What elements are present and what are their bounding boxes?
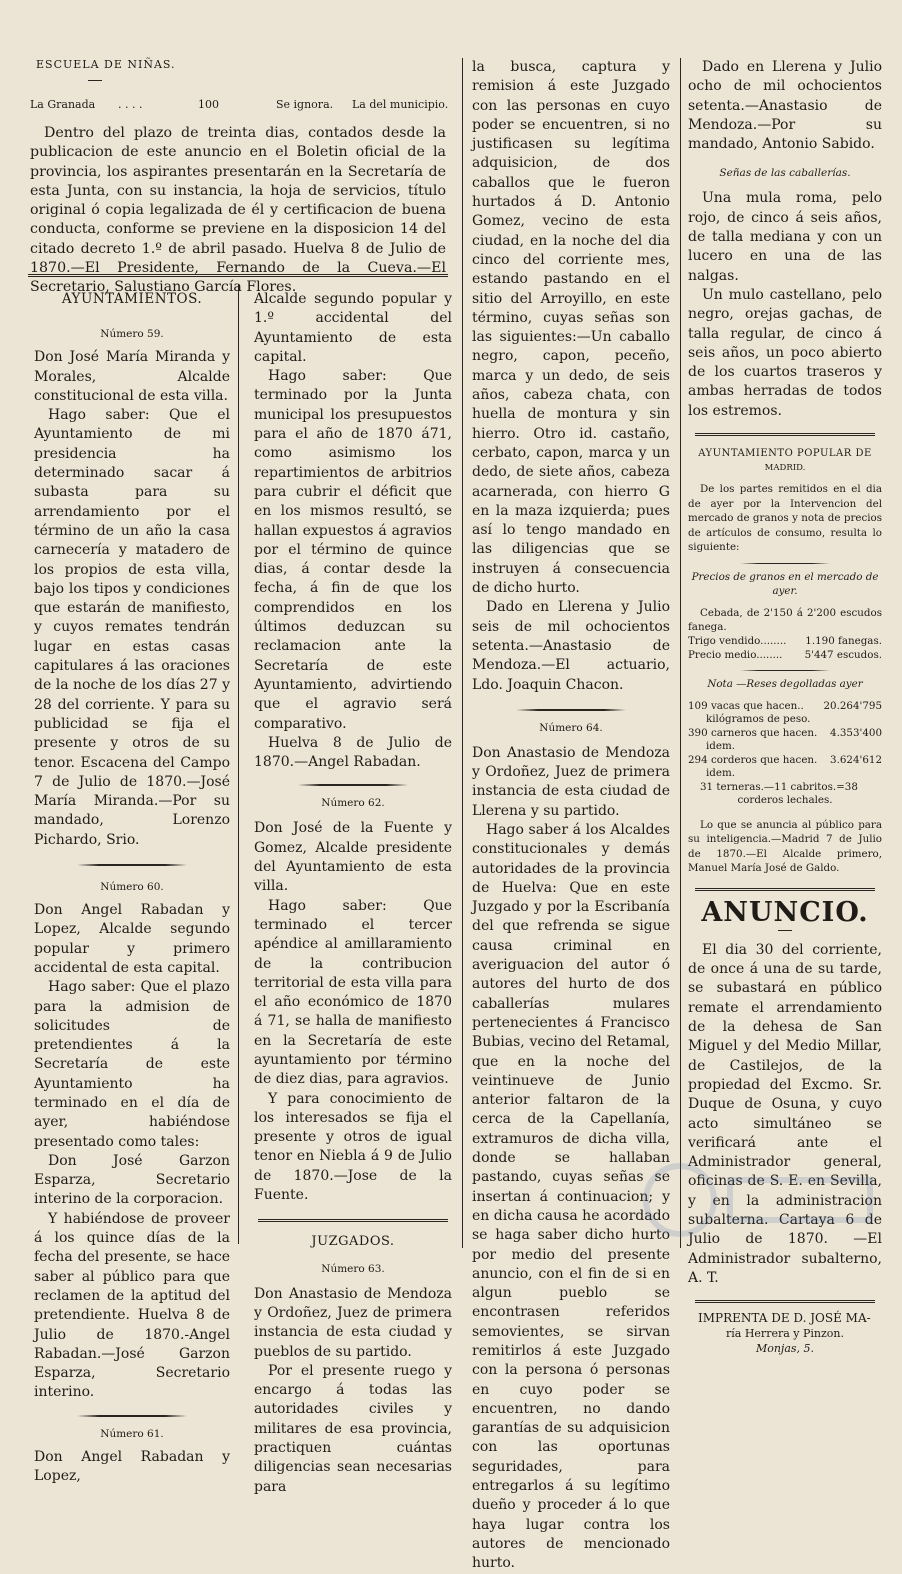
madrid-title: AYUNTAMIENTO POPULAR DE bbox=[698, 448, 872, 460]
divider-madrid bbox=[695, 433, 875, 436]
school-place: La Granada bbox=[30, 98, 96, 111]
res-qty: 390 bbox=[688, 726, 708, 739]
senas-1: Una mula roma, pelo rojo, de cinco á seis años, de talla mediana y con un lucero en una de las nalgas. bbox=[688, 190, 882, 284]
number-60: Número 60. bbox=[100, 881, 164, 894]
res-desc: vacas que hacen.. bbox=[710, 699, 804, 712]
column-1 bbox=[34, 290, 230, 1485]
n61-opening: Don Angel Rabadan y Lopez, bbox=[34, 1448, 230, 1485]
library-stamp-mark bbox=[640, 1150, 880, 1250]
n62-body-2: Y para conocimiento de los interesados se fija el presente y otros de igual tenor en Niebla á 9 de Julio de 1870.—Jose de la Fuente. bbox=[254, 1090, 452, 1204]
n59-opening: Don José María Miranda y Morales, Alcalde constitucional de esta villa. bbox=[34, 349, 230, 404]
number-59: Número 59. bbox=[100, 328, 164, 341]
top-rule bbox=[28, 274, 448, 277]
col-divider-1 bbox=[238, 284, 239, 1244]
madrid-subtitle: MADRID. bbox=[764, 463, 806, 474]
divider-61 bbox=[298, 784, 408, 786]
precio-value: 5'447 escudos. bbox=[804, 648, 882, 661]
n59-body: Hago saber: Que el Ayuntamiento de mi presidencia ha determinado sacar á subasta para su arrendamiento por el término de un año la casa carnecería y matadero de los propios de esta villa, bajo los tipos y condiciones que estarán de manifiesto, y cuyos remates tendrán lugar en estas casas capitulares á las oraciones de la noche de los días 27 y 28 del corriente. Y para su publicidad se fija el presente y otros de su tenor. Escacena del Campo 7 de Julio de 1870.—José María Miranda.—Por su mandado, Lorenzo Pichardo, Srio. bbox=[34, 407, 230, 848]
madrid-closing bbox=[688, 818, 882, 876]
anuncio-dash bbox=[778, 930, 792, 931]
reses-list bbox=[688, 700, 882, 808]
res-qty: 31 bbox=[700, 780, 714, 793]
imprenta-line-3: Monjas, 5. bbox=[755, 1342, 815, 1356]
school-heading: ESCUELA DE NIÑAS. bbox=[36, 58, 176, 71]
col-divider-2 bbox=[462, 58, 463, 1248]
section-title-juzgados: JUZGADOS. bbox=[311, 1234, 395, 1250]
divider-nota bbox=[740, 670, 830, 671]
n62-opening: Don José de la Fuente y Gomez, Alcalde presidente del Ayuntamiento de esta villa. bbox=[254, 820, 452, 895]
n60-body-1: Hago saber: Que el plazo para la admision de solicitudes de pretendientes á la Secretaría de este Ayuntamiento ha terminado en el día de ayer, habiéndose presentado como tales: bbox=[34, 979, 230, 1150]
cont61-body: Hago saber: Que terminado por la Junta municipal los presupuestos para el año de 1870 á71, como asimismo los repartimientos de arbitrios para cubrir el déficit que en los mismos resultó, se hallan expuestos á agravios por el término de quince dias, á contar desde la fecha, á fin de que los comprendidos en los últimos deduzcan su reclamacion ante la Secretaría de este Ayuntamiento, advirtiendo que el agravio será comparativo. bbox=[254, 368, 452, 732]
section-title-ayuntamientos: AYUNTAMIENTOS. bbox=[61, 291, 203, 307]
trigo-value: 1.190 fanegas. bbox=[805, 634, 882, 647]
senas-title: Señas de las caballerías. bbox=[719, 167, 851, 180]
n64-body: Hago saber á los Alcaldes constitucionales y demás autoridades de la provincia de Huelva: Que en este Juzgado y por la Escribanía del que refrenda se sigue causa criminal en averiguacion del autor ó autores del hurto de dos caballerías mulares pertenecientes á Francisco Bubias, vecino del Retamal, que en la noche del veintinueve de Junio anterior faltaron de la cerca de la Capellanía, extramuros de dicha villa, donde se hallaban pastando, cuyas señas se insertan á continuacion; y en dicha causa he acordado se haga saber dicho hurto por medio del presente anuncio, con el fin de si en algun pueblo se encontrasen referidos semovientes, se sirvan remitirlos á este Juzgado con la persona ó personas en cuyo poder se encuentren, no dando garantías de su adquisicion con las oportunas seguridades, para entregarlos á su legítimo dueño y proceder á lo que haya lugar contra los autores de mencionado hurto. bbox=[472, 821, 670, 1572]
res-value: 20.264'795 bbox=[823, 699, 882, 712]
cont61-opening: Alcalde segundo popular y 1.º accidental del Ayuntamiento de esta capital. bbox=[254, 291, 452, 365]
trigo-label: Trigo vendido........ bbox=[688, 634, 787, 647]
res-desc: carneros que hacen. bbox=[710, 726, 818, 739]
n60-body-2: Don José Garzon Esparza, Secretario interino de la corporacion. bbox=[34, 1152, 230, 1208]
reses-item bbox=[688, 700, 882, 727]
cont61-sign: Huelva 8 de Julio de 1870.—Angel Rabadan. bbox=[254, 734, 452, 771]
res-sub: kilógramos de peso. bbox=[706, 713, 811, 726]
res-qty: 109 bbox=[688, 699, 708, 712]
n60-body-3: Y habiéndose de proveer á los quince días de la fecha del presente, se hace saber al público para que reclamen de la aptitud del pretendiente. Huelva 8 de Julio de 1870.-Angel Rabadan.—José Garzon Esparza, Secretario interino. bbox=[34, 1210, 230, 1401]
school-source: La del municipio. bbox=[352, 98, 449, 111]
precio-label: Precio medio........ bbox=[688, 648, 783, 661]
divider-imprenta bbox=[695, 1300, 875, 1303]
imprenta-line-1: IMPRENTA DE D. JOSÉ MA- bbox=[698, 1311, 871, 1326]
grains-block bbox=[688, 606, 882, 662]
cebada-line: Cebada, de 2'150 á 2'200 escudos fanega. bbox=[688, 606, 882, 633]
madrid-closing-text: Lo que se anuncia al público para su inteligencia.—Madrid 7 de Julio de 1870.—El Alcalde primero, Manuel María José de Galdo. bbox=[688, 818, 882, 875]
school-heading-dash bbox=[88, 80, 102, 81]
cont63-sign: Dado en Llerena y Julio seis de mil ochocientos setenta.—Anastasio de Mendoza.—El actuario, Ldo. Joaquin Chacon. bbox=[472, 599, 670, 693]
n63-opening: Don Anastasio de Mendoza y Ordoñez, Juez de primera instancia de esta ciudad y pueblos de su partido. bbox=[254, 1285, 452, 1360]
school-dots: . . . . bbox=[118, 98, 143, 111]
n62-body: Hago saber: Que terminado el tercer apéndice al amillaramiento de la contribucion territorial de esta villa para el año económico de 1870 á 71, se halla de manifiesto en la Secretaría de este ayuntamiento por término de diez dias, para agravios. bbox=[254, 897, 452, 1088]
number-64: Número 64. bbox=[539, 721, 603, 734]
number-61: Número 61. bbox=[100, 1427, 164, 1440]
number-62: Número 62. bbox=[321, 797, 385, 810]
res-sub: corderos lechales. bbox=[737, 794, 833, 807]
column-4 bbox=[688, 58, 882, 1356]
nota-title: Nota —Reses degolladas ayer bbox=[707, 677, 863, 690]
cont64-sign: Dado en Llerena y Julio ocho de mil ochocientos setenta.—Anastasio de Mendoza.—Por su mandado, Antonio Sabido. bbox=[688, 59, 882, 153]
column-2 bbox=[254, 290, 452, 1495]
n60-opening: Don Angel Rabadan y Lopez, Alcalde segundo popular y primero accidental de esta capital. bbox=[34, 902, 230, 976]
divider-59 bbox=[77, 864, 187, 866]
anuncio-body: El dia 30 del corriente, de once á una de su tarde, se subastará en público remate el arrendamiento de la dehesa de San Miguel y del Medio Millar, de Castilejos, de la propiedad del Excmo. Sr. Duque de Osuna, y cuyo acto simultáneo se verificará ante el Administrador general, oficinas de S. E. en Sevilla, y en la administracion subalterna. Cartaya 6 de Julio de 1870. —El Administrador subalterno, A. T. bbox=[688, 941, 882, 1286]
res-value: 3.624'612 bbox=[830, 753, 882, 766]
cont63-body: la busca, captura y remision á este Juzgado con las personas en cuyo poder se encuentren, si no justificasen su legítima adquisicion, de dos caballos que le fueron hurtados á D. Antonio Gomez, vecino de esta ciudad, en la noche del dia cinco del corriente mes, estando pastando en el sitio del Arroyillo, en este término, cuyas señas son las siguientes:—Un caballo negro, capon, peceño, marca y un dedo, de seis años, cabeza chata, con huella de montura y sin hierro. Otro id. castaño, cerbato, capon, marca y un dedo, de siete años, cabeza acarnerada, con hierro G en la maza izquierda; pues así lo tengo mandado en las diligencias que se instruyen á consecuencia de dicho hurto. bbox=[472, 59, 670, 597]
school-amount: 100 bbox=[198, 98, 219, 111]
divider-anuncio bbox=[695, 888, 875, 891]
madrid-intro-text: De los partes remitidos en el dia de ayer por la Intervencion del mercado de granos y nota de precios de artículos de consumo, resulta lo siguiente: bbox=[688, 483, 882, 554]
res-sub: idem. bbox=[706, 740, 736, 753]
top-paragraph bbox=[30, 124, 446, 298]
res-desc: terneras.—11 cabritos.=38 bbox=[716, 780, 858, 793]
imprenta-line-2: ría Herrera y Pinzon. bbox=[726, 1327, 844, 1341]
senas-2: Un mulo castellano, pelo negro, orejas gachas, de talla regular, de cinco á seis años, un poco abierto de los cuartos traseros y ambas herradas de todos los estremos. bbox=[688, 286, 882, 419]
top-paragraph-text: Dentro del plazo de treinta dias, contados desde la publicacion de este anuncio en el Boletin oficial de la provincia, los aspirantes presentarán en la Secretaría de esta Junta, con su instancia, la hoja de servicios, título original ó copia legalizada de él y certificacion de buena conducta, conforme se previene en la disposicion 14 del citado decreto 1.º de abril pasado. Huelva 8 de Julio de 1870.—El Presidente, Fernando de la Cueva.—El Secretario, Salustiano García Flores. bbox=[30, 125, 446, 296]
divider-grains bbox=[740, 563, 830, 564]
n63-body: Por el presente ruego y encargo á todas las autoridades civiles y militares de esa provincia, practiquen cuántas diligencias sean necesarias para bbox=[254, 1362, 452, 1495]
reses-item bbox=[688, 781, 882, 808]
madrid-intro bbox=[688, 482, 882, 555]
trigo-row bbox=[688, 634, 882, 648]
res-desc: corderos que hacen. bbox=[710, 753, 818, 766]
res-value: 4.353'400 bbox=[830, 726, 882, 739]
imprenta-block bbox=[688, 1311, 882, 1356]
n64-opening: Don Anastasio de Mendoza y Ordoñez, Juez de primera instancia de esta ciudad de Llerena y su partido. bbox=[472, 744, 670, 819]
school-ignored: Se ignora. bbox=[276, 98, 334, 111]
anuncio-title: ANUNCIO. bbox=[701, 896, 869, 928]
grains-title: Precios de granos en el mercado de ayer. bbox=[691, 570, 879, 597]
divider-60 bbox=[77, 1415, 187, 1417]
res-sub: idem. bbox=[706, 767, 736, 780]
col-divider-3 bbox=[680, 58, 681, 1248]
column-3 bbox=[472, 58, 670, 1572]
divider-63 bbox=[516, 709, 626, 711]
reses-item bbox=[688, 754, 882, 781]
res-qty: 294 bbox=[688, 753, 708, 766]
precio-row bbox=[688, 648, 882, 662]
divider-juzgados bbox=[258, 1219, 448, 1222]
reses-item bbox=[688, 727, 882, 754]
number-63: Número 63. bbox=[321, 1262, 385, 1275]
